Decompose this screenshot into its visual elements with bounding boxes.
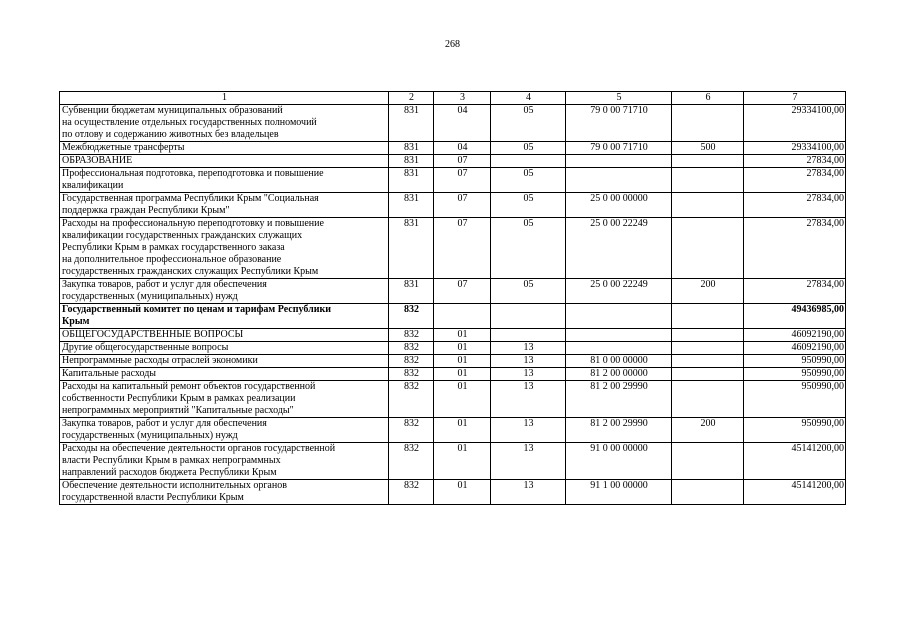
expense-type-cell (672, 342, 744, 355)
target-article-cell: 25 0 00 00000 (566, 193, 672, 218)
section-code-cell: 07 (434, 279, 491, 304)
amount-cell: 950990,00 (744, 368, 846, 381)
subsection-code-cell: 05 (491, 218, 566, 279)
target-article-cell (566, 155, 672, 168)
table-row (60, 418, 846, 443)
expense-type-cell: 200 (672, 279, 744, 304)
table-row (60, 105, 846, 142)
target-article-cell: 81 0 00 00000 (566, 355, 672, 368)
expense-type-cell (672, 218, 744, 279)
row-name-cell: Расходы на обеспечение деятельности органов государственной власти Республики Крым в рамках непрограммных направлений расходов бюджета Республики Крым (60, 443, 389, 480)
subsection-code-cell: 13 (491, 480, 566, 505)
section-code-cell: 07 (434, 218, 491, 279)
expense-type-cell (672, 443, 744, 480)
subsection-code-cell: 13 (491, 418, 566, 443)
target-article-cell: 79 0 00 71710 (566, 142, 672, 155)
subsection-code-cell: 13 (491, 443, 566, 480)
subsection-code-cell (491, 304, 566, 329)
amount-cell: 27834,00 (744, 155, 846, 168)
row-name-cell: Межбюджетные трансферты (60, 142, 389, 155)
column-header: 6 (672, 92, 744, 105)
amount-cell: 49436985,00 (744, 304, 846, 329)
ministry-code-cell: 831 (389, 279, 434, 304)
ministry-code-cell: 831 (389, 142, 434, 155)
section-code-cell (434, 304, 491, 329)
ministry-code-cell: 831 (389, 193, 434, 218)
table-row (60, 193, 846, 218)
ministry-code-cell: 832 (389, 368, 434, 381)
expense-type-cell (672, 193, 744, 218)
table-row (60, 355, 846, 368)
row-name-cell: Профессиональная подготовка, переподготовка и повышение квалификации (60, 168, 389, 193)
page-number: 268 (445, 39, 460, 50)
row-name-cell: Субвенции бюджетам муниципальных образований на осуществление отдельных государственных полномочий по отлову и содержанию животных без владельцев (60, 105, 389, 142)
section-code-cell: 07 (434, 155, 491, 168)
ministry-code-cell: 832 (389, 480, 434, 505)
target-article-cell: 25 0 00 22249 (566, 218, 672, 279)
amount-cell: 27834,00 (744, 168, 846, 193)
table-row (60, 168, 846, 193)
section-code-cell: 01 (434, 329, 491, 342)
table-row (60, 329, 846, 342)
expense-type-cell (672, 368, 744, 381)
expense-type-cell (672, 480, 744, 505)
target-article-cell: 81 2 00 00000 (566, 368, 672, 381)
table-row (60, 279, 846, 304)
row-name-cell: Другие общегосударственные вопросы (60, 342, 389, 355)
row-name-cell: Закупка товаров, работ и услуг для обеспечения государственных (муниципальных) нужд (60, 279, 389, 304)
amount-cell: 27834,00 (744, 193, 846, 218)
expense-type-cell (672, 155, 744, 168)
table-row (60, 368, 846, 381)
ministry-code-cell: 832 (389, 355, 434, 368)
ministry-code-cell: 832 (389, 342, 434, 355)
expense-type-cell (672, 304, 744, 329)
amount-cell: 27834,00 (744, 279, 846, 304)
column-number-row (60, 92, 846, 105)
subsection-code-cell: 13 (491, 368, 566, 381)
section-code-cell: 01 (434, 342, 491, 355)
section-code-cell: 01 (434, 355, 491, 368)
amount-cell: 46092190,00 (744, 329, 846, 342)
target-article-cell: 81 2 00 29990 (566, 381, 672, 418)
expense-type-cell (672, 355, 744, 368)
amount-cell: 950990,00 (744, 418, 846, 443)
target-article-cell (566, 304, 672, 329)
row-name-cell: Расходы на капитальный ремонт объектов государственной собственности Республики Крым в рамках реализации непрограммных мероприятий "Капитальные расходы" (60, 381, 389, 418)
subsection-code-cell: 13 (491, 355, 566, 368)
table-row (60, 304, 846, 329)
subsection-code-cell: 05 (491, 168, 566, 193)
section-code-cell: 04 (434, 142, 491, 155)
amount-cell: 27834,00 (744, 218, 846, 279)
table-row (60, 142, 846, 155)
amount-cell: 45141200,00 (744, 480, 846, 505)
ministry-code-cell: 832 (389, 443, 434, 480)
table-row (60, 480, 846, 505)
row-name-cell: Обеспечение деятельности исполнительных органов государственной власти Республики Крым (60, 480, 389, 505)
ministry-code-cell: 831 (389, 218, 434, 279)
column-header: 7 (744, 92, 846, 105)
table-row (60, 218, 846, 279)
expense-type-cell (672, 105, 744, 142)
ministry-code-cell: 831 (389, 168, 434, 193)
row-name-cell: Расходы на профессиональную переподготовку и повышение квалификации государственных гражданских служащих Республики Крым в рамках государственного заказа на дополнительное профессиональное образование государственных гражданских служащих Республики Крым (60, 218, 389, 279)
amount-cell: 950990,00 (744, 355, 846, 368)
amount-cell: 29334100,00 (744, 142, 846, 155)
amount-cell: 950990,00 (744, 381, 846, 418)
expense-type-cell (672, 381, 744, 418)
target-article-cell (566, 329, 672, 342)
target-article-cell: 81 2 00 29990 (566, 418, 672, 443)
expense-type-cell: 200 (672, 418, 744, 443)
target-article-cell: 91 0 00 00000 (566, 443, 672, 480)
subsection-code-cell (491, 155, 566, 168)
ministry-code-cell: 832 (389, 418, 434, 443)
table-row (60, 381, 846, 418)
section-code-cell: 01 (434, 443, 491, 480)
row-name-cell: Капитальные расходы (60, 368, 389, 381)
subsection-code-cell: 05 (491, 193, 566, 218)
ministry-code-cell: 832 (389, 304, 434, 329)
row-name-cell: Государственный комитет по ценам и тарифам Республики Крым (60, 304, 389, 329)
budget-table (59, 91, 846, 505)
table-body (60, 105, 846, 505)
target-article-cell: 25 0 00 22249 (566, 279, 672, 304)
section-code-cell: 01 (434, 480, 491, 505)
row-name-cell: ОБЩЕГОСУДАРСТВЕННЫЕ ВОПРОСЫ (60, 329, 389, 342)
column-header: 5 (566, 92, 672, 105)
target-article-cell: 91 1 00 00000 (566, 480, 672, 505)
expense-type-cell (672, 168, 744, 193)
ministry-code-cell: 831 (389, 105, 434, 142)
column-header: 4 (491, 92, 566, 105)
subsection-code-cell (491, 329, 566, 342)
amount-cell: 45141200,00 (744, 443, 846, 480)
expense-type-cell: 500 (672, 142, 744, 155)
row-name-cell: Непрограммные расходы отраслей экономики (60, 355, 389, 368)
target-article-cell (566, 168, 672, 193)
target-article-cell (566, 342, 672, 355)
row-name-cell: Государственная программа Республики Крым "Социальная поддержка граждан Республики Крым" (60, 193, 389, 218)
column-header: 2 (389, 92, 434, 105)
section-code-cell: 07 (434, 193, 491, 218)
column-header: 1 (60, 92, 389, 105)
subsection-code-cell: 13 (491, 381, 566, 418)
table-row (60, 443, 846, 480)
amount-cell: 46092190,00 (744, 342, 846, 355)
ministry-code-cell: 832 (389, 381, 434, 418)
target-article-cell: 79 0 00 71710 (566, 105, 672, 142)
row-name-cell: ОБРАЗОВАНИЕ (60, 155, 389, 168)
section-code-cell: 01 (434, 368, 491, 381)
expense-type-cell (672, 329, 744, 342)
subsection-code-cell: 05 (491, 279, 566, 304)
table-row (60, 342, 846, 355)
subsection-code-cell: 05 (491, 142, 566, 155)
amount-cell: 29334100,00 (744, 105, 846, 142)
section-code-cell: 01 (434, 381, 491, 418)
subsection-code-cell: 13 (491, 342, 566, 355)
section-code-cell: 04 (434, 105, 491, 142)
row-name-cell: Закупка товаров, работ и услуг для обеспечения государственных (муниципальных) нужд (60, 418, 389, 443)
ministry-code-cell: 831 (389, 155, 434, 168)
ministry-code-cell: 832 (389, 329, 434, 342)
section-code-cell: 01 (434, 418, 491, 443)
section-code-cell: 07 (434, 168, 491, 193)
column-header: 3 (434, 92, 491, 105)
table-row (60, 155, 846, 168)
subsection-code-cell: 05 (491, 105, 566, 142)
